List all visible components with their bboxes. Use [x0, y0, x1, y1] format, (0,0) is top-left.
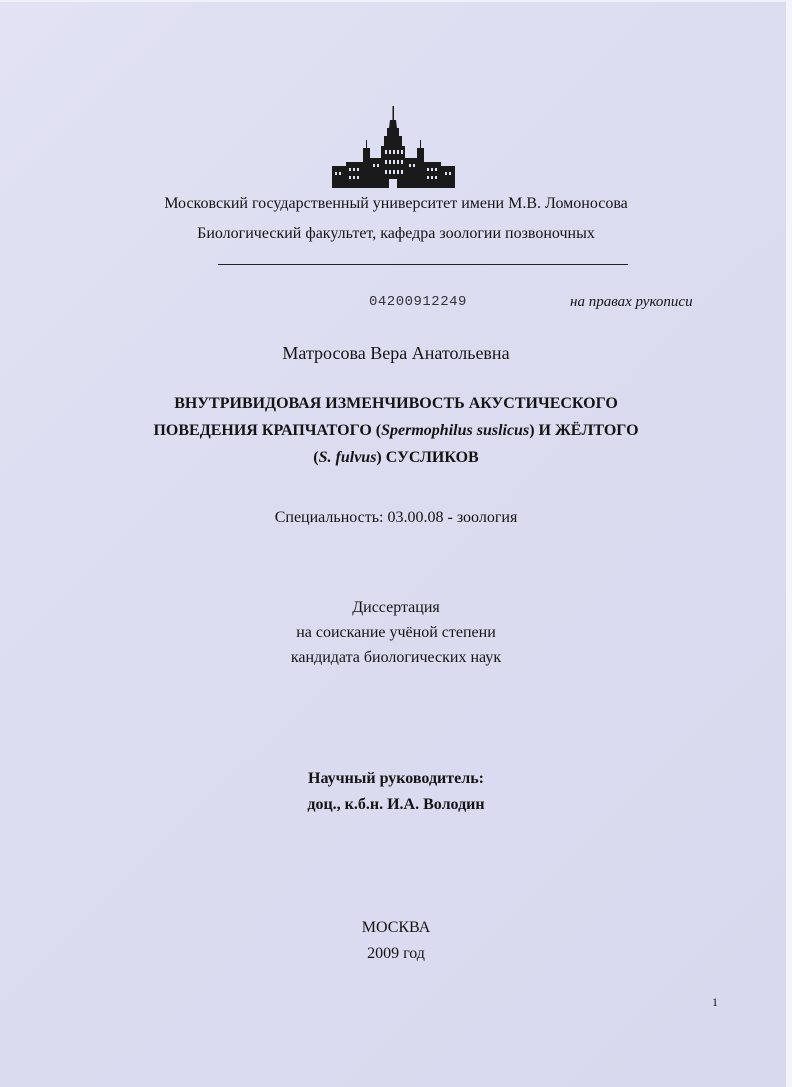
title-line-3-part-a: (: [313, 449, 319, 466]
supervisor-name: доц., к.б.н. И.А. Володин: [307, 796, 485, 813]
species-name-1: Spermophilus suslicus: [381, 422, 530, 439]
author-name: Матросова Вера Анатольевна: [282, 343, 510, 363]
dissertation-line-2: на соискание учёной степени: [296, 624, 496, 641]
title-line-2-part-b: ) И ЖЁЛТОГО: [529, 422, 639, 439]
species-name-2: S. fulvus: [318, 449, 377, 466]
faculty-name: Биологический факультет, кафедра зоологии позвоночных: [197, 225, 595, 242]
year: 2009 год: [367, 945, 425, 962]
title-line-3-part-b: ) СУСЛИКОВ: [376, 449, 479, 466]
msu-building-logo: [330, 106, 458, 188]
title-line-2: [0, 417, 792, 444]
city: МОСКВА: [361, 919, 431, 936]
title-line-2-part-a: ПОВЕДЕНИЯ КРАПЧАТОГО (: [153, 422, 382, 439]
rights-note: на правах рукописи: [570, 294, 693, 310]
supervisor-block: [0, 766, 792, 818]
header-divider: [218, 264, 628, 265]
dissertation-line-1: Диссертация: [352, 599, 440, 616]
title-line-1: ВНУТРИВИДОВАЯ ИЗМЕНЧИВОСТЬ АКУСТИЧЕСКОГО: [174, 395, 618, 412]
stamp-number: 04200912249: [369, 294, 467, 310]
footer-block: [0, 915, 792, 967]
title-line-3: [0, 444, 792, 471]
dissertation-block: [0, 595, 792, 670]
thesis-title: [0, 390, 792, 471]
university-name: Московский государственный университет имени М.В. Ломоносова: [164, 195, 628, 212]
page-number: 1: [712, 995, 718, 1009]
specialty: Специальность: 03.00.08 - зоология: [274, 509, 518, 526]
supervisor-label: Научный руководитель:: [308, 770, 484, 787]
dissertation-line-3: кандидата биологических наук: [290, 649, 502, 666]
